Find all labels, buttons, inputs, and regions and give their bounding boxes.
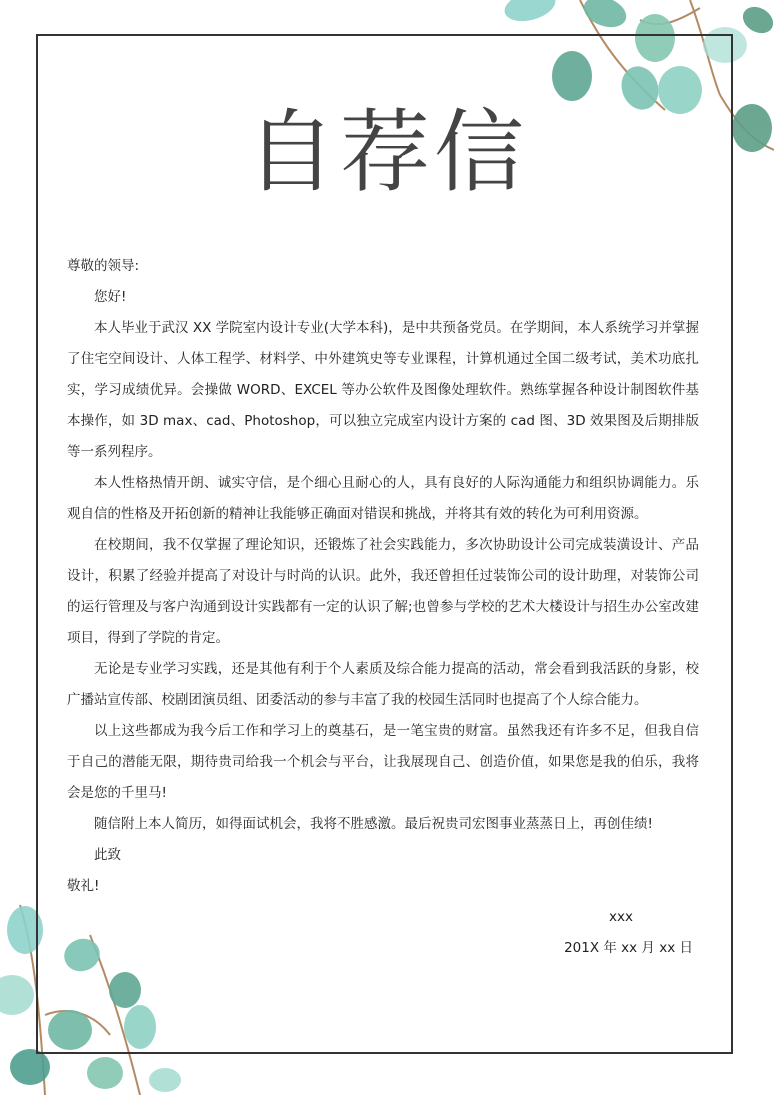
paragraph-education: 本人毕业于武汉 XX 学院室内设计专业(大学本科)，是中共预备党员。在学期间，本人系统学习并掌握了住宅空间设计、人体工程学、材料学、中外建筑史等专业课程，计算机通过全国二级考试，美术功底扎实，学习成绩优异。会操做 WORD、EXCEL 等办公软件及图像处理软件。熟练掌握各种设计制图软件基本操作，如 3D max、cad、Photoshop，可以独立完成室内设计方案的 cad 图、3D 效果图及后期排版等一系列程序。 (67, 320, 699, 460)
paragraph-personality: 本人性格热情开朗、诚实守信，是个细心且耐心的人，具有良好的人际沟通能力和组织协调能力。乐观自信的性格及开拓创新的精神让我能够正确面对错误和挑战，并将其有效的转化为可利用资源。 (67, 475, 699, 522)
paragraph-aspiration: 以上这些都成为我今后工作和学习上的奠基石，是一笔宝贵的财富。虽然我还有许多不足，但我自信于自己的潜能无限，期待贵司给我一个机会与平台，让我展现自己、创造价值，如果您是我的伯乐，我将会是您的千里马! (67, 723, 699, 801)
closing-jing-li: 敬礼! (67, 878, 100, 894)
page-title: 自荐信 (246, 100, 528, 205)
paragraph-activities: 无论是专业学习实践，还是其他有利于个人素质及综合能力提高的活动，常会看到我活跃的身影，校广播站宣传部、校剧团演员组、团委活动的参与丰富了我的校园生活同时也提高了个人综合能力。 (67, 661, 699, 708)
signature-date: 201X 年 xx 月 xx 日 (564, 940, 693, 956)
paragraph-closing: 随信附上本人简历，如得面试机会，我将不胜感激。最后祝贵司宏图事业蒸蒸日上，再创佳绩! (94, 816, 653, 832)
salutation: 尊敬的领导: (67, 258, 140, 274)
letter-body (67, 251, 699, 964)
closing-ci-zhi: 此致 (94, 847, 121, 863)
greeting: 您好! (94, 289, 127, 305)
paragraph-experience: 在校期间，我不仅掌握了理论知识，还锻炼了社会实践能力，多次协助设计公司完成装潢设计、产品设计，积累了经验并提高了对设计与时尚的认识。此外，我还曾担任过装饰公司的设计助理，对装饰公司的运行管理及与客户沟通到设计实践都有一定的认识了解;也曾参与学校的艺术大楼设计与招生办公室改建项目，得到了学院的肯定。 (67, 537, 699, 646)
signature-name: xxx (609, 909, 633, 925)
